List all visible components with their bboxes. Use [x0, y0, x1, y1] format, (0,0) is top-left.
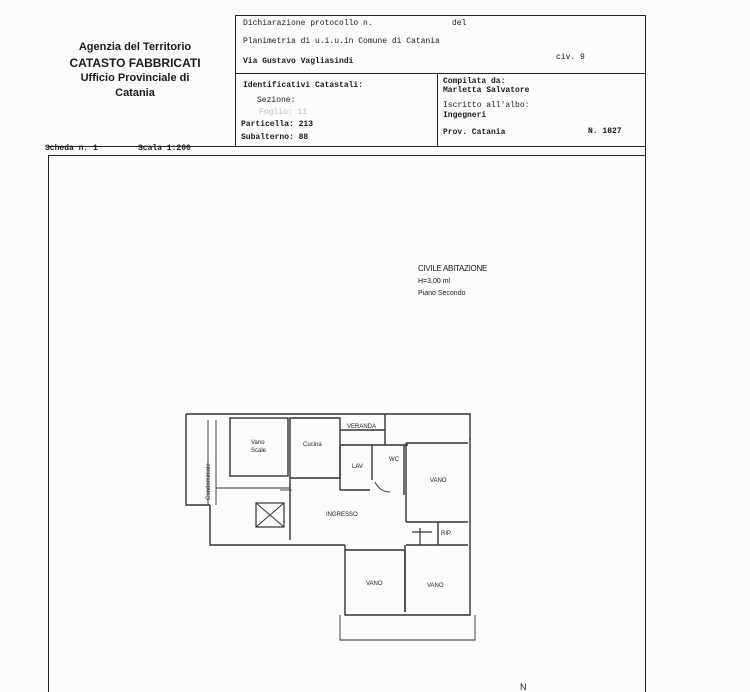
- subalterno-label: Subalterno: 88: [241, 133, 309, 142]
- room-veranda: VERANDA: [347, 424, 377, 430]
- room-vano-right: VANO: [430, 478, 447, 484]
- scala-label: Scala 1:200: [138, 144, 191, 153]
- agency-name: Agenzia del Territorio: [78, 41, 192, 53]
- ufficio-label: Ufficio Provinciale di: [80, 72, 190, 84]
- compilata-name: Marletta Salvatore: [443, 86, 530, 95]
- scheda-label: Scheda n. 1: [45, 144, 98, 153]
- room-ingresso: INGRESSO: [326, 512, 358, 518]
- particella-label: Particella: 213: [241, 120, 314, 129]
- iscritto-value: Ingegneri: [443, 111, 487, 120]
- identificativi-label: Identificativi Catastali:: [243, 81, 364, 90]
- room-vano-scale-line2: Scale: [251, 448, 267, 454]
- catasto-title: CATASTO FABBRICATI: [69, 56, 201, 70]
- address-text: Via Gustavo Vagliasindi: [243, 57, 354, 66]
- room-ripostiglio: RIP.: [441, 531, 452, 537]
- north-indicator: N: [520, 682, 527, 692]
- registration-number: N. 1827: [588, 127, 622, 136]
- declaration-del: del: [452, 19, 467, 28]
- compilata-label: Compilata da:: [443, 77, 506, 86]
- plan-title: CIVILE ABITAZIONE: [418, 264, 487, 273]
- room-cucina: Cucina: [303, 442, 322, 448]
- room-lav: LAV: [352, 464, 363, 470]
- foglio-label: Foglio: 11: [259, 108, 308, 117]
- room-vano-bottom-left: VANO: [366, 581, 383, 587]
- plan-height: H=3,00 ml: [418, 278, 451, 285]
- planimetria-text: Planimetria di u.i.u.in Comune di Catania: [243, 37, 440, 46]
- room-condominiale: Condominiale: [206, 463, 212, 500]
- city-label: Catania: [115, 87, 155, 99]
- iscritto-label: Iscritto all'albo:: [443, 101, 530, 110]
- province-label: Prov. Catania: [443, 128, 506, 137]
- civic-number: civ. 9: [556, 53, 585, 62]
- room-wc: WC: [389, 457, 399, 463]
- declaration-text: Dichiarazione protocollo n.: [243, 19, 373, 28]
- room-vano-scale-line1: Vano: [251, 440, 265, 446]
- sezione-label: Sezione:: [257, 96, 296, 105]
- room-vano-bottom-right: VANO: [427, 583, 444, 589]
- plan-floor: Piano Secondo: [418, 290, 466, 297]
